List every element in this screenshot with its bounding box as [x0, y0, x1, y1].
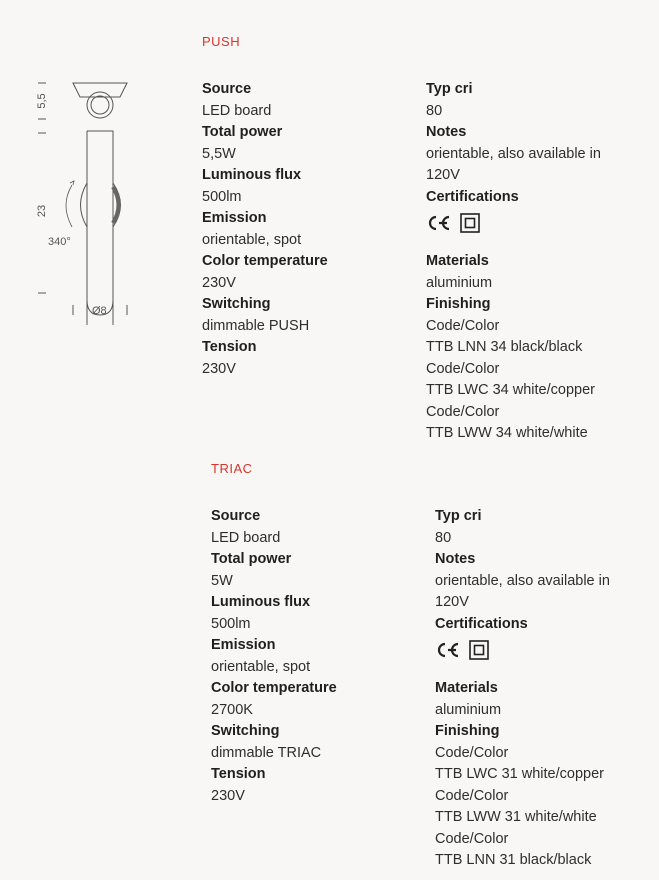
notes-label: Notes: [426, 124, 467, 140]
spec-label: Luminous flux: [211, 594, 311, 610]
class-ii-icon: [469, 640, 489, 660]
spec-label: Luminous flux: [202, 167, 302, 183]
spec-value: 5,5W: [202, 145, 236, 162]
finishing-name: TTB LWC 34 white/copper: [426, 382, 595, 398]
finishing-name: TTB LWC 31 white/copper: [435, 766, 604, 782]
finishing-code: Code/Color: [435, 744, 509, 761]
materials-value: aluminium: [435, 701, 502, 718]
finishing-code: Code/Color: [426, 403, 500, 420]
spec-label: Emission: [211, 637, 276, 653]
typ-cri-value: 80: [435, 529, 452, 546]
certification-marks: [426, 208, 656, 237]
spec-value: 230V: [211, 787, 245, 804]
spec-value: orientable, spot: [211, 658, 311, 675]
spec-label: Tension: [202, 339, 257, 355]
spec-label: Source: [211, 508, 261, 524]
push-specs-left: [202, 79, 432, 380]
class-ii-icon: [460, 213, 480, 233]
finishing-name: TTB LNN 31 black/black: [435, 852, 592, 868]
spec-value: 2700K: [211, 701, 253, 718]
spec-value: 5W: [211, 572, 233, 589]
spec-label: Source: [202, 81, 252, 97]
notes-value: 120V: [426, 167, 460, 183]
spec-label: Switching: [202, 296, 271, 312]
spec-value: 230V: [202, 274, 236, 291]
triac-specs-left: [211, 506, 441, 807]
certification-marks: [435, 635, 659, 664]
spec-value: 230V: [202, 360, 236, 377]
spec-value: dimmable PUSH: [202, 317, 310, 334]
push-specs-right: [426, 79, 656, 445]
spec-label: Switching: [211, 723, 280, 739]
diameter-label: Ø8: [92, 305, 107, 317]
spec-label: Total power: [202, 124, 283, 140]
angle-label: 340°: [48, 236, 71, 248]
notes-value: orientable, also available in: [435, 572, 610, 589]
finishing-name: TTB LWW 34 white/white: [426, 425, 588, 441]
typ-cri-label: Typ cri: [426, 81, 473, 97]
finishing-code: Code/Color: [426, 317, 500, 334]
spec-value: LED board: [211, 529, 281, 546]
finishing-code: Code/Color: [426, 360, 500, 377]
ce-mark-icon: [426, 214, 452, 232]
spec-value: orientable, spot: [202, 231, 302, 248]
ce-mark-icon: [435, 641, 461, 659]
spec-label: Color temperature: [202, 253, 328, 269]
certifications-label: Certifications: [426, 188, 519, 205]
spec-value: 500lm: [211, 615, 251, 632]
spec-value: dimmable TRIAC: [211, 744, 322, 761]
notes-value: 120V: [435, 594, 469, 610]
finishing-label: Finishing: [435, 723, 500, 739]
spec-label: Tension: [211, 766, 266, 782]
spec-label: Emission: [202, 210, 267, 226]
typ-cri-label: Typ cri: [435, 508, 482, 524]
spec-label: Total power: [211, 551, 292, 567]
spec-label: Color temperature: [211, 680, 337, 696]
certifications-label: Certifications: [435, 615, 528, 632]
finishing-code: Code/Color: [435, 787, 509, 804]
notes-label: Notes: [435, 551, 476, 567]
typ-cri-value: 80: [426, 102, 443, 119]
finishing-name: TTB LWW 31 white/white: [435, 809, 597, 825]
product-drawing: [30, 75, 140, 325]
section-title-triac: TRIAC: [211, 461, 253, 476]
dim-side-label: 23: [36, 204, 48, 218]
materials-label: Materials: [426, 253, 489, 269]
section-title-push: PUSH: [202, 34, 241, 49]
finishing-label: Finishing: [426, 296, 491, 312]
finishing-name: TTB LNN 34 black/black: [426, 339, 583, 355]
materials-label: Materials: [435, 680, 498, 696]
materials-value: aluminium: [426, 274, 493, 291]
spec-value: LED board: [202, 102, 272, 119]
spec-value: 500lm: [202, 188, 242, 205]
finishing-code: Code/Color: [435, 830, 509, 847]
triac-specs-right: [435, 506, 659, 872]
dim-top-label: 5,5: [36, 93, 48, 109]
notes-value: orientable, also available in: [426, 145, 601, 162]
